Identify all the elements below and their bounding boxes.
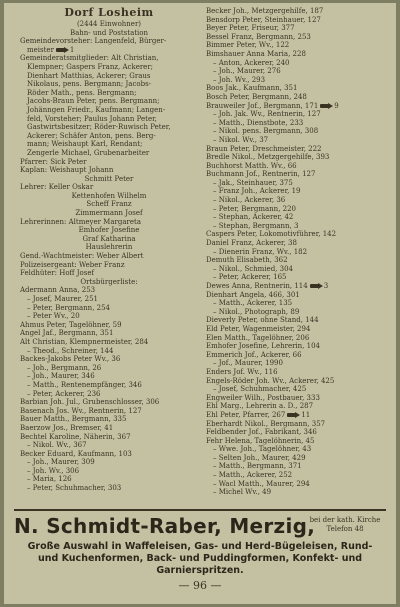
- directory-entry: [206, 402, 390, 411]
- directory-entry: [206, 67, 390, 76]
- entry-text: Dienhart Angela, 466, 301: [206, 290, 300, 299]
- entry-text: Baerzow Jos., Bremser, 41: [20, 423, 114, 432]
- entry-text: Eld Peter, Wagenmeister, 294: [206, 324, 311, 333]
- entry-text: Gemeinderatsmitglieder: Alt Christian,: [20, 54, 159, 63]
- entry-text: Hauslehrerin: [85, 243, 133, 252]
- entry-text: Scheff Franz: [86, 200, 132, 209]
- directory-entry: [20, 123, 198, 132]
- advertisement-text: [14, 541, 386, 577]
- entry-text: – Nikol., Schmied, 304: [213, 264, 293, 273]
- directory-entry: [20, 132, 198, 141]
- directory-entry: [206, 282, 390, 291]
- directory-entry: [20, 200, 198, 209]
- directory-entry: [206, 351, 390, 360]
- entry-text: Dienhart Matthias, Ackerer; Graus: [27, 71, 151, 80]
- directory-entry: [20, 140, 198, 149]
- directory-entry: [206, 454, 390, 463]
- entry-text: Ackerer; Schäfer Anton, pens. Berg-: [27, 131, 156, 140]
- directory-entry: [206, 136, 390, 145]
- entry-text: – Joh., Bergmann, 26: [27, 363, 102, 372]
- entry-text: – Peter, Bergmann, 220: [213, 204, 296, 213]
- entry-text: Bensdorp Peter, Steinhauer, 127: [206, 15, 321, 24]
- entry-text: Ahmus Peter, Tagelöhner, 59: [20, 320, 122, 329]
- entry-text: Elen Matth., Tagelöhner, 206: [206, 333, 310, 342]
- entry-text: Zimmermann Josef: [75, 209, 143, 218]
- directory-entry: [206, 342, 390, 351]
- entry-text: Feldhüter: Hoff Josef: [20, 269, 95, 278]
- telephone-number: 3: [323, 282, 329, 290]
- entry-text: Buchhorst Matth. Wv., 66: [206, 161, 297, 170]
- entry-text: Nikolaus, pens. Bergmann; Jacobs-: [27, 80, 152, 89]
- directory-entry: [206, 162, 390, 171]
- directory-entry: [20, 433, 198, 442]
- entry-text: Daniel Franz, Ackerer, 38: [206, 239, 297, 248]
- advertisement-line: Garnierspritzen.: [156, 565, 244, 576]
- directory-entry: [206, 248, 390, 257]
- directory-entry: [206, 420, 390, 429]
- entry-text: Bechtel Karoline, Näherin, 367: [20, 432, 131, 441]
- entry-text: Bimshauer Anna Maria, 228: [206, 49, 306, 58]
- entry-text: Dorf Losheim: [64, 7, 154, 19]
- directory-entry: [20, 72, 198, 81]
- directory-entry: [20, 20, 198, 29]
- entry-text: Alt Christian, Klempnermeister, 284: [20, 337, 149, 346]
- entry-text: Barbian Joh. Jul., Grubenschlosser, 306: [20, 398, 160, 407]
- entry-text: Basenach Jos. Wv., Rentnerin, 127: [20, 406, 142, 415]
- directory-entry: [206, 170, 390, 179]
- entry-text: – Jof., Maurer, 1990: [213, 359, 283, 368]
- directory-entry: [20, 235, 198, 244]
- entry-text: Caspers Peter, Lokomotivführer, 142: [206, 230, 337, 239]
- page-number: — 96 —: [178, 579, 222, 592]
- directory-entry: [206, 462, 390, 471]
- entry-text: Bessel Franz, Bergmann, 253: [206, 32, 311, 41]
- entry-text: Buchmann Jof., Rentnerin, 127: [206, 170, 316, 179]
- place-title: [20, 7, 198, 19]
- entry-text: – Stephan, Bergmann, 3: [213, 221, 299, 230]
- entry-text: Bimmer Peter, Wv., 122: [206, 41, 290, 50]
- directory-entry: [20, 29, 198, 38]
- entry-text: Jacobs-Braun Peter, pens. Bergmann;: [27, 97, 160, 106]
- advertisement-line: Große Auswahl in Waffeleisen, Gas- und Herd-Bügeleisen, Rund-: [27, 541, 373, 552]
- entry-text: Brauweiler Jof., Bergmann, 171: [206, 101, 319, 110]
- telephone-number: 1: [69, 45, 75, 54]
- directory-entry: [20, 441, 198, 450]
- entry-text: – Peter, Ackerer, 165: [213, 273, 287, 282]
- directory-entry: [20, 218, 198, 227]
- entry-text: Angel Jaf., Bergmann, 351: [20, 329, 114, 338]
- directory-entry: [206, 205, 390, 214]
- directory-entry: [20, 149, 198, 158]
- entry-text: Becker Eduard, Kaufmann, 103: [20, 449, 132, 458]
- telephone-hand-icon: [310, 283, 324, 289]
- entry-text: – Peter Wv., 20: [27, 312, 80, 321]
- advertisement-line: und Kuchenformen, Back- und Puddingformen, Konfekt- und: [37, 553, 363, 564]
- entry-text: Dieverly Peter, ohne Stand, 144: [206, 316, 319, 325]
- entry-text: – Joh., Maurer, 346: [27, 372, 95, 381]
- directory-entry: [20, 80, 198, 89]
- entry-text: – Peter, Bergmann, 254: [27, 303, 110, 312]
- directory-entry: [206, 291, 390, 300]
- directory-entry: [206, 480, 390, 489]
- directory-entry: [20, 175, 198, 184]
- directory-entry: [20, 475, 198, 484]
- entry-text: Backes-Jakobs Peter Wv., 36: [20, 355, 121, 364]
- entry-text: Feldbender Jof., Fabrikant, 346: [206, 428, 317, 437]
- entry-text: – Jak., Steinhauer, 375: [213, 178, 293, 187]
- directory-entry: [206, 213, 390, 222]
- entry-text: – Selten Joh., Maurer, 429: [213, 453, 306, 462]
- directory-entry: [20, 390, 198, 399]
- telephone-hand-icon: [320, 103, 334, 109]
- directory-entry: [20, 209, 198, 218]
- entry-text: Lehrer: Keller Oskar: [20, 183, 94, 192]
- directory-entry: [206, 316, 390, 325]
- entry-text: – Joh., Maurer, 309: [27, 458, 95, 467]
- directory-entry: [206, 299, 390, 308]
- entry-text: – Nikol., Ackerer, 36: [213, 196, 286, 205]
- directory-entry: [206, 394, 390, 403]
- entry-text: mann; Weishaupt Karl, Rendant;: [27, 140, 143, 149]
- directory-entry: [206, 16, 390, 25]
- directory-entry: [206, 385, 390, 394]
- entry-text: Bosch Peter, Bergmann, 248: [206, 92, 307, 101]
- entry-text: Fehr Helena, Tagelöhnerin, 45: [206, 436, 315, 445]
- entry-text: Emmerich Jof., Ackerer, 66: [206, 350, 302, 359]
- entry-text: Gend.-Wachtmeister: Weber Albert: [20, 252, 144, 261]
- directory-entry: [206, 265, 390, 274]
- directory-entry: [20, 484, 198, 493]
- entry-text: Polizeisergeant: Weber Franz: [20, 260, 125, 269]
- directory-entry: [206, 325, 390, 334]
- directory-entry: [20, 424, 198, 433]
- directory-entry: [20, 312, 198, 321]
- directory-entry: [20, 321, 198, 330]
- directory-entry: [206, 334, 390, 343]
- directory-entry: [20, 329, 198, 338]
- directory-entry: [20, 89, 198, 98]
- advertisement-telephone: Telefon 48: [326, 525, 364, 533]
- entry-text: – Matth., Rentenempfänger, 346: [27, 380, 142, 389]
- entry-text: – Matth., Ackerer, 252: [213, 471, 293, 480]
- telephone-number: 11: [301, 410, 311, 419]
- directory-entry: [20, 347, 198, 356]
- entry-text: – Maria, 126: [27, 475, 72, 484]
- entry-text: – Wacl Matth., Maurer, 294: [213, 479, 310, 488]
- directory-entry: [20, 407, 198, 416]
- entry-text: Becker Joh., Metzgergehilfe, 187: [206, 7, 324, 15]
- entry-text: Gemeindevorsteher: Langenfeld, Bürger-: [20, 37, 167, 46]
- directory-entry: [206, 110, 390, 119]
- directory-entry: [206, 179, 390, 188]
- entry-text: Beyer Peter, Friseur, 377: [206, 24, 295, 33]
- directory-entry: [20, 261, 198, 270]
- directory-entry: [206, 196, 390, 205]
- directory-entry: [20, 295, 198, 304]
- entry-text: Kaplan: Weishaupt Johann: [20, 166, 114, 175]
- directory-entry: [206, 471, 390, 480]
- entry-text: – Matth., Dienstbote, 233: [213, 118, 304, 127]
- entry-text: – Joh., Maurer, 276: [213, 67, 281, 76]
- telephone-hand-icon: [287, 412, 301, 418]
- directory-entry: [20, 338, 198, 347]
- entry-text: Boos Jak., Kaufmann, 351: [206, 84, 298, 93]
- entry-text: Lehrerinnen: Altmeyer Margareta: [20, 217, 141, 226]
- entry-text: – Nikol. Wv., 37: [213, 135, 269, 144]
- directory-entry: [206, 76, 390, 85]
- entry-text: Pfarrer: Sick Peter: [20, 157, 87, 166]
- entry-text: Ortsbürgerliste:: [80, 277, 138, 286]
- entry-text: Röder Math., pens. Bergmann;: [27, 88, 137, 97]
- directory-entry: [20, 183, 198, 192]
- directory-entry: [206, 24, 390, 33]
- directory-entry: [206, 256, 390, 265]
- entry-text: Eberhardt Nikol., Bergmann, 357: [206, 419, 326, 428]
- entry-text: (2444 Einwohner): [76, 20, 142, 28]
- directory-entry: [20, 252, 198, 261]
- entry-text: – Joh. Wv., 306: [27, 466, 80, 475]
- directory-entry: [206, 127, 390, 136]
- directory-entry: [20, 37, 198, 46]
- directory-entry: [206, 145, 390, 154]
- entry-text: Kettenhofen Wilhelm: [71, 191, 147, 200]
- directory-entry: [20, 381, 198, 390]
- entry-text: – Josef, Schuhmacher, 425: [213, 385, 307, 394]
- entry-text: Klempner; Gaspers Franz, Ackerer;: [27, 62, 154, 71]
- directory-entry: [206, 222, 390, 231]
- directory-entry: [206, 102, 390, 111]
- directory-entry: [20, 372, 198, 381]
- directory-entry: [206, 93, 390, 102]
- entry-text: Gastwirtsbesitzer; Röder-Ruwisch Peter,: [27, 123, 171, 132]
- entry-text: – Stephan, Ackerer, 42: [213, 213, 294, 222]
- advertisement-location: bei der kath. Kirche: [309, 516, 381, 524]
- directory-entry: [206, 50, 390, 59]
- entry-text: – Joh. Wv., 293: [213, 75, 266, 84]
- entry-text: – Franz Joh., Ackerer, 19: [213, 187, 301, 196]
- directory-entry: [20, 415, 198, 424]
- directory-entry: [20, 467, 198, 476]
- directory-entry: [20, 450, 198, 459]
- entry-text: – Matth., Bergmann, 371: [213, 462, 302, 471]
- entry-text: – Wwe. Joh., Tagelöhner, 43: [213, 445, 312, 454]
- directory-entry: [206, 437, 390, 446]
- directory-entry: [206, 119, 390, 128]
- entry-text: – Joh. Jak. Wv., Rentnerin, 127: [213, 110, 321, 119]
- directory-entry: [206, 273, 390, 282]
- entry-text: Demuth Elisabeth, 362: [206, 256, 288, 265]
- directory-entry: [206, 488, 390, 497]
- directory-entry: [206, 445, 390, 454]
- directory-entry: [20, 286, 198, 295]
- entry-text: Bahn- und Poststation: [69, 28, 149, 37]
- entry-text: Emhofer Josefine, Lehrerin, 104: [206, 342, 320, 351]
- entry-text: Engweiler Wilh., Postbauer, 333: [206, 393, 320, 402]
- entry-text: – Nikol. Wv., 367: [27, 441, 87, 450]
- directory-entry: [206, 41, 390, 50]
- directory-entry: [20, 226, 198, 235]
- directory-entry: [20, 458, 198, 467]
- entry-text: Engels-Röder Joh. Wv., Ackerer, 425: [206, 376, 335, 385]
- entry-text: – Peter, Schuhmacher, 303: [27, 484, 122, 493]
- entry-text: Ehl Marg., Lehrerin a. D., 287: [206, 402, 314, 411]
- entry-text: Ehl Peter, Pfarrer, 267: [206, 410, 286, 419]
- entry-text: – Anton, Ackerer, 240: [213, 58, 290, 67]
- entry-text: feld, Vorsteher; Paulus Johann Peter,: [27, 114, 157, 123]
- directory-entry: [206, 368, 390, 377]
- advertisement-address: [304, 516, 386, 534]
- entry-text: – Dienerin Franz, Wv., 182: [213, 247, 308, 256]
- directory-entry: [206, 230, 390, 239]
- directory-entry: [20, 63, 198, 72]
- directory-entry: [20, 243, 198, 252]
- left-column: [20, 7, 198, 493]
- entry-text: Bauer Matth., Bergmann, 335: [20, 415, 127, 424]
- telephone-hand-icon: [56, 47, 70, 53]
- entry-text: Braun Peter, Dreschmeister, 222: [206, 144, 322, 153]
- directory-entry: [20, 106, 198, 115]
- entry-text: – Nikol., Photograph, 89: [213, 307, 300, 316]
- entry-text: – Matth., Ackerer, 135: [213, 299, 293, 308]
- entry-text: Schmitt Peter: [84, 174, 134, 183]
- directory-entry: [20, 192, 198, 201]
- directory-entry: [206, 7, 390, 16]
- telephone-number: 9: [334, 101, 339, 110]
- right-column: [206, 7, 390, 497]
- entry-text: – Josef, Maurer, 251: [27, 295, 98, 303]
- directory-entry: [206, 377, 390, 386]
- directory-entry: [206, 308, 390, 317]
- directory-entry: [20, 166, 198, 175]
- directory-entry: [20, 115, 198, 124]
- directory-entry: [206, 59, 390, 68]
- entry-text: Dewes Anna, Rentnerin, 114: [206, 282, 308, 290]
- entry-text: Emhofer Josefine: [78, 226, 140, 235]
- directory-entry: [206, 239, 390, 248]
- entry-text: – Theod., Schreiner, 144: [27, 346, 114, 355]
- directory-entry: [20, 269, 198, 278]
- entry-text: – Peter, Ackerer, 236: [27, 389, 101, 398]
- directory-entry: [20, 364, 198, 373]
- directory-entry: [206, 187, 390, 196]
- entry-text: Bredle Nikol., Metzgergehilfe, 393: [206, 153, 330, 162]
- directory-entry: [20, 304, 198, 313]
- directory-entry: [20, 278, 198, 287]
- directory-page: [4, 3, 396, 604]
- entry-text: meister: [27, 45, 54, 54]
- entry-text: Johänngen Friedr., Kaufmann; Langen-: [27, 105, 166, 114]
- entry-text: – Michel Wv., 49: [213, 488, 272, 497]
- directory-entry: [206, 153, 390, 162]
- directory-entry: [20, 97, 198, 106]
- directory-entry: [20, 54, 198, 63]
- directory-entry: [206, 411, 390, 420]
- entry-text: – Nikol. pens. Bergmann, 308: [213, 127, 319, 136]
- entry-text: Zengerle Michael, Grubenarbeiter: [27, 148, 150, 157]
- directory-entry: [20, 355, 198, 364]
- advertisement-divider: [14, 509, 386, 511]
- entry-text: Enders Jof. Wv., 116: [206, 367, 278, 376]
- directory-entry: [206, 428, 390, 437]
- directory-entry: [206, 359, 390, 368]
- directory-entry: [206, 84, 390, 93]
- directory-entry: [20, 46, 198, 55]
- directory-entry: [20, 398, 198, 407]
- advertisement-firm-name: N. Schmidt-Raber, Merzig,: [14, 514, 316, 538]
- directory-entry: [20, 158, 198, 167]
- directory-entry: [206, 33, 390, 42]
- entry-text: Adermann Anna, 253: [20, 286, 96, 295]
- entry-text: Graf Katharina: [82, 234, 136, 243]
